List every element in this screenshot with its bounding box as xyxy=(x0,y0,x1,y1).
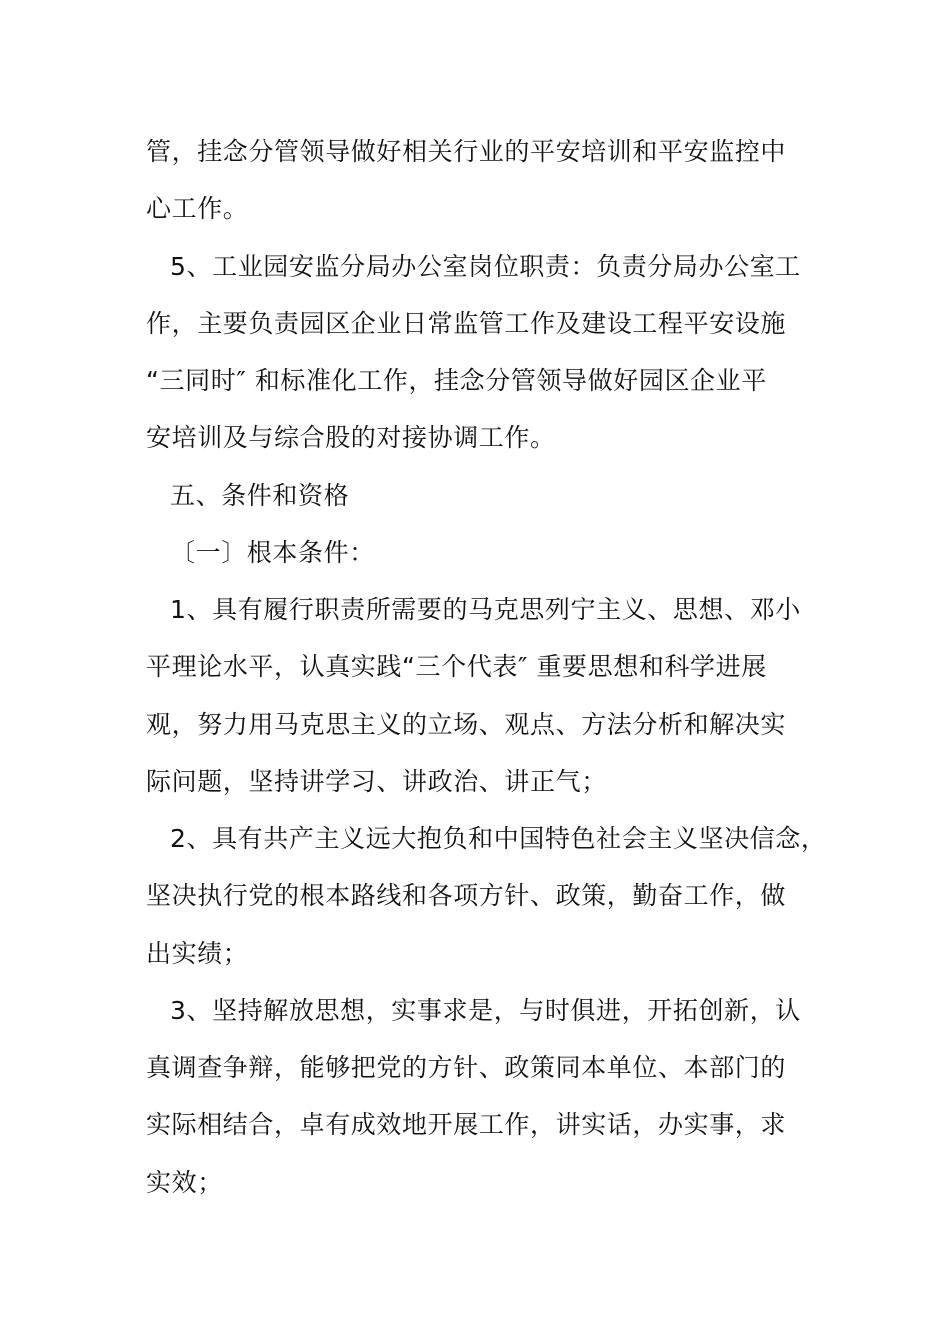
text-line: “三同时″ 和标准化工作，挂念分管领导做好园区企业平 xyxy=(146,366,767,395)
text-line: 心工作。 xyxy=(146,194,249,223)
text-line: 真调查争辩，能够把党的方针、政策同本单位、本部门的 xyxy=(146,1053,787,1082)
text-line: 出实绩； xyxy=(146,939,249,968)
text-line: 2、具有共产主义远大抱负和中国特色社会主义坚决信念， xyxy=(170,824,827,853)
text-line: 坚决执行党的根本路线和各项方针、政策，勤奋工作，做 xyxy=(146,881,787,910)
text-line: 1、具有履行职责所需要的马克思列宁主义、思想、邓小 xyxy=(170,595,801,624)
text-line: 管，挂念分管领导做好相关行业的平安培训和平安监控中 xyxy=(146,137,787,166)
text-line: 观，努力用马克思主义的立场、观点、方法分析和解决实 xyxy=(146,710,787,739)
text-line: 平理论水平，认真实践“三个代表″ 重要思想和科学进展 xyxy=(146,652,767,681)
text-line: 作，主要负责园区企业日常监管工作及建设工程平安设施 xyxy=(146,309,787,338)
text-line: 实效； xyxy=(146,1168,223,1197)
text-line: 实际相结合，卓有成效地开展工作，讲实话，办实事，求 xyxy=(146,1110,787,1139)
text-line: 5、工业园安监分局办公室岗位职责：负责分局办公室工 xyxy=(170,252,801,281)
text-line: 安培训及与综合股的对接协调工作。 xyxy=(146,423,556,452)
subsection-heading: 〔一〕根本条件： xyxy=(170,538,375,567)
section-heading: 五、条件和资格 xyxy=(170,481,350,510)
text-line: 际问题，坚持讲学习、讲政治、讲正气； xyxy=(146,767,607,796)
text-line: 3、坚持解放思想，实事求是，与时俱进，开拓创新，认 xyxy=(170,996,801,1025)
